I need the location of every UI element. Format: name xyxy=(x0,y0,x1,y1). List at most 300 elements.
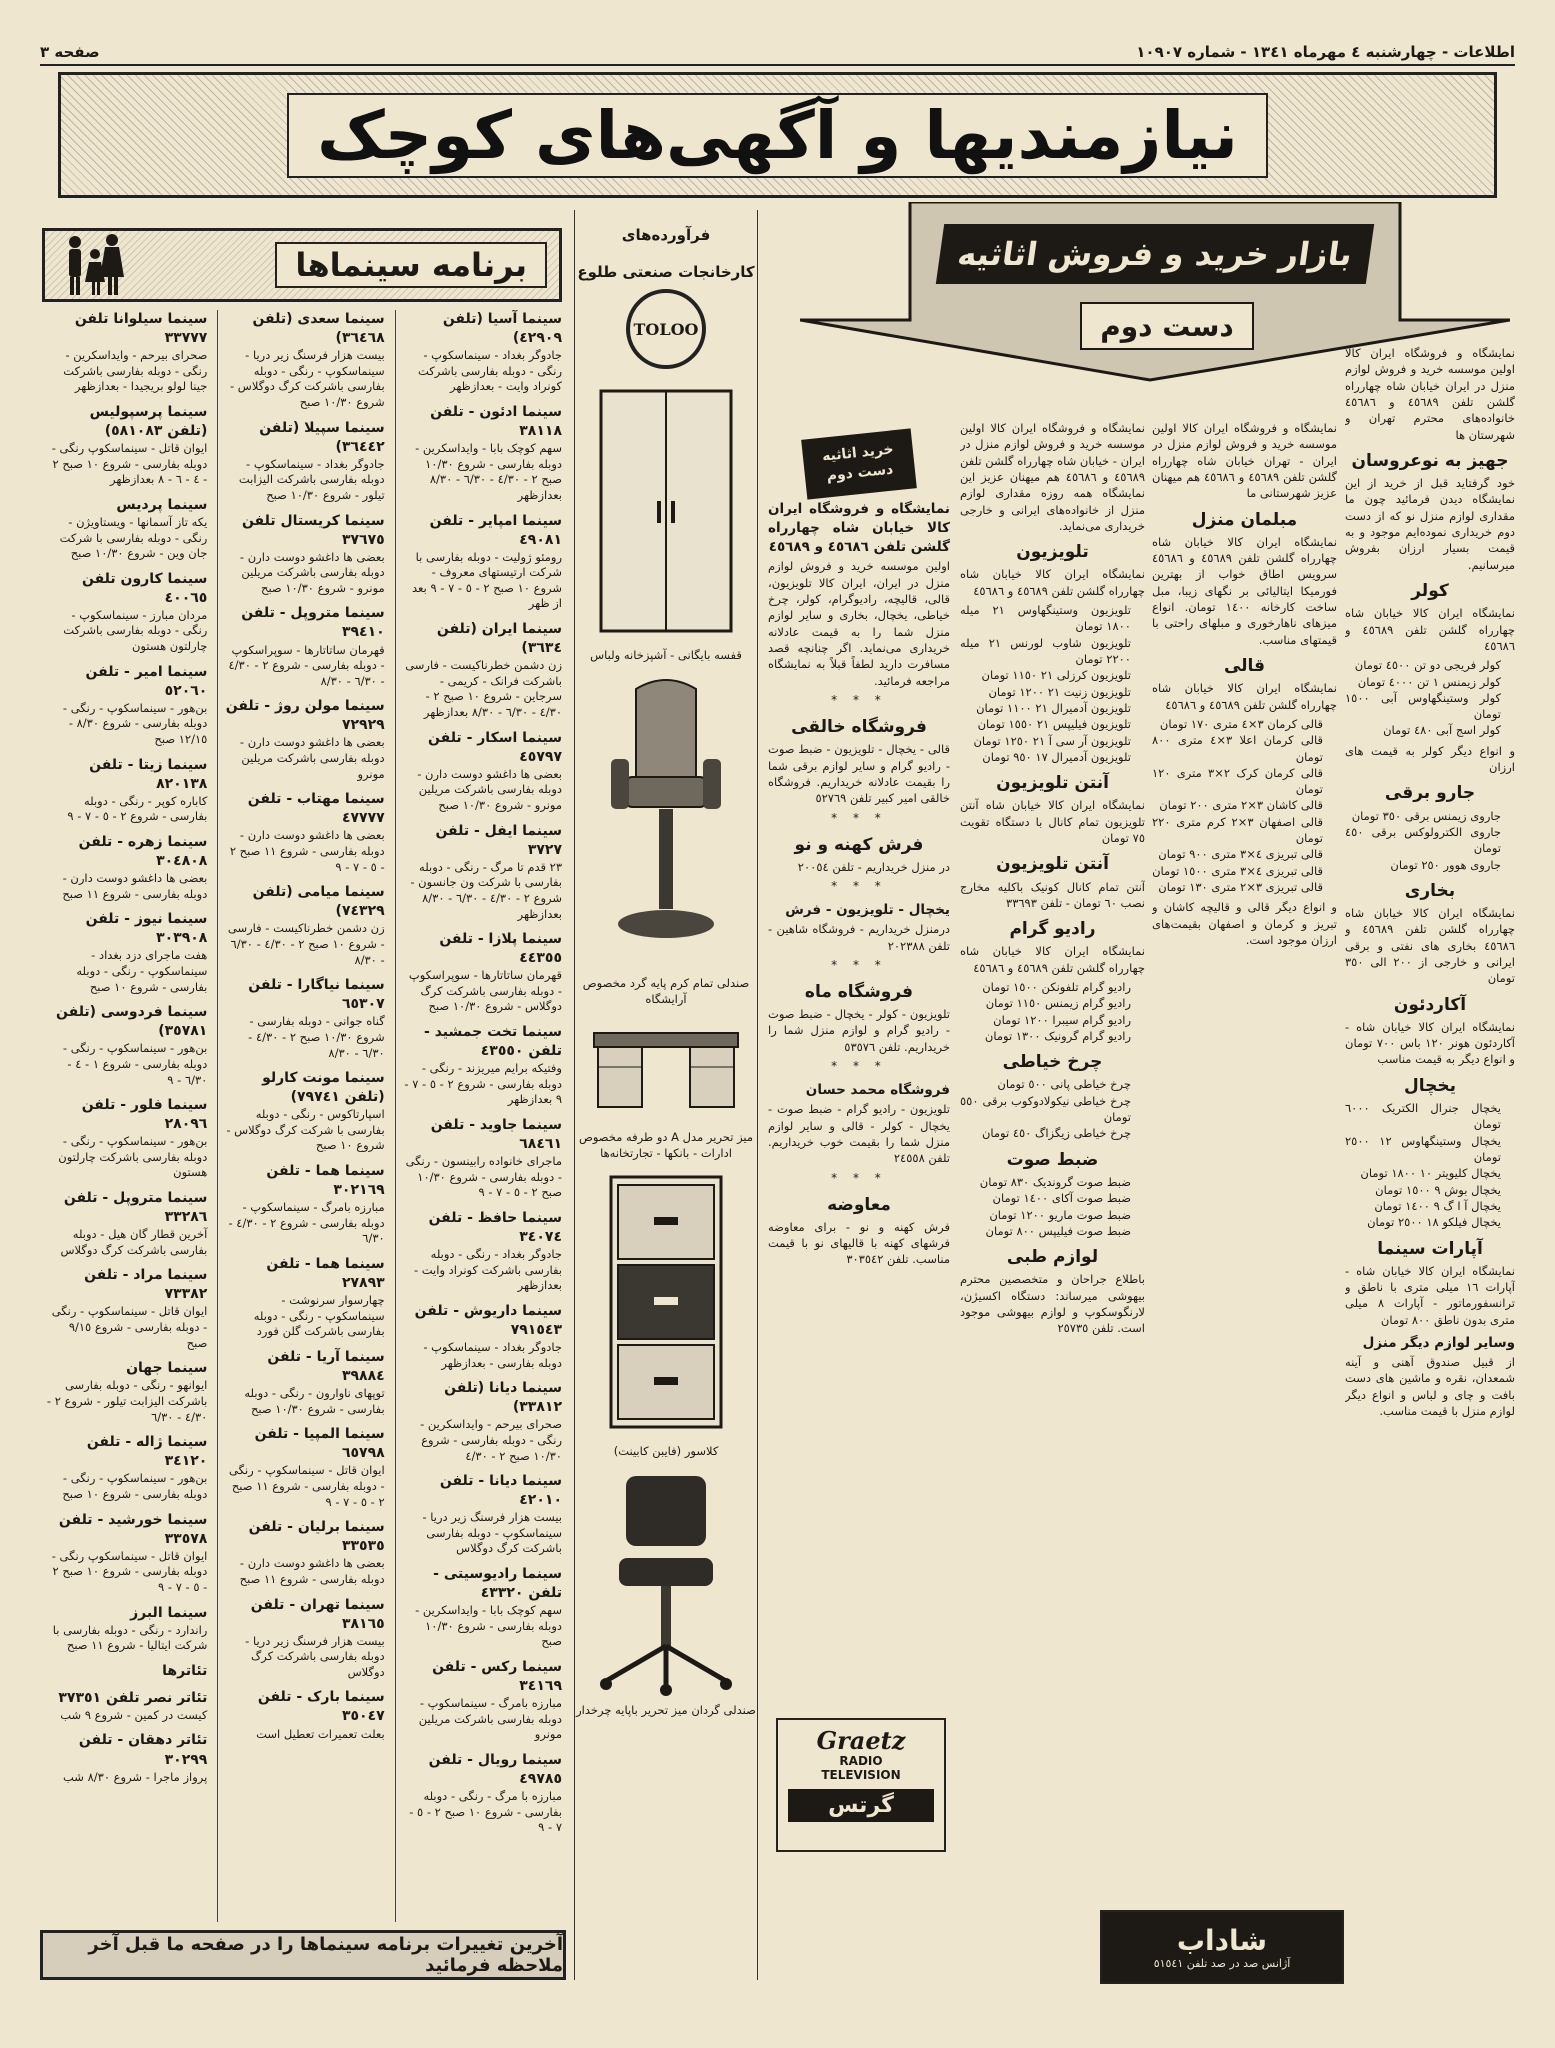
radiogram-heading: رادیو گرام xyxy=(1009,919,1096,940)
price-list-item: ضبط صوت ماریو ١٢٠٠ تومان xyxy=(989,1207,1131,1222)
price-list-item: قالی کرمان ٣×٤ متری ١٧٠ تومان xyxy=(1159,716,1323,731)
cinema-listing xyxy=(402,310,562,395)
price-list-item: چرخ خیاطی نیکولادوکوب برقی ٥٥٠ تومان xyxy=(960,1093,1131,1125)
cinema-name: سینما نیوز - تلفن ٣٠٣٩٠٨ xyxy=(85,911,208,947)
price-list-item: رادیو گرام زیمنس ١١٥٠ تومان xyxy=(985,996,1131,1011)
price-list-item: یخچال آ ا گ ٩ ١٤٠٠ تومان xyxy=(1374,1198,1501,1213)
cinema-program: مردان مبارز - سینماسکوپ - رنگی - دوبله بفارسی باشرکت چارلتون هستون xyxy=(63,607,208,654)
cinema-program: هفت ماجرای دزد بغداد - سینماسکوپ - رنگی - دوبله بفارسی - شروع ١٠ صبح xyxy=(76,948,208,994)
cinema-program: ٢٣ قدم تا مرگ - رنگی - دوبله بفارسی با شرکت ون جانسون - شروع ٢ - ٤/٣٠ - ٦/٣٠ - ٨/٣٠ بعدازظهر xyxy=(410,859,562,921)
used-goods-badge-line1: خرید اثاثیه xyxy=(821,441,895,465)
dowry-heading: جهیز به نوعروسان xyxy=(1351,450,1509,471)
cinema-name: سینما مولن روژ - تلفن ٧٢٩٢٩ xyxy=(225,698,385,734)
cinema-listing xyxy=(46,496,207,562)
office-chair-illustration xyxy=(591,1466,741,1696)
cinema-program: بن‌هور - سینماسکوپ - رنگی - دوبله بفارسی - شروع ١ - ٤ - ٦/٣٠ - ٩ xyxy=(62,1041,208,1087)
cinema-name: سینما اسکار - تلفن ٤٥٧٩٧ xyxy=(428,729,562,765)
cinema-listing xyxy=(224,604,384,689)
cinema-program: زن دشمن خطرناکیست - فارسی باشرکت فرانک - کریمی - سرجاین - شروع ١٠ صبح ٢ - ٤/٣٠ - ٦/٣٠ - ٨/٣٠ بعدازظهر xyxy=(405,658,562,719)
antenna-heading-2: آنتن تلویزیون xyxy=(996,854,1109,875)
desk-caption: میز تحریر مدل A دو طرفه مخصوص ادارات - بانکها - تجارتخانه‌ها xyxy=(578,1130,754,1161)
price-list-item: ضبط صوت آکای ١٤٠٠ تومان xyxy=(992,1191,1131,1206)
fridge-tv-heading: یخچال - تلویزیون - فرش xyxy=(785,902,950,919)
graetz-persian: گرتس xyxy=(788,1789,934,1822)
toloo-logo xyxy=(626,289,706,369)
cinema-name: سینما زیتا - تلفن ٨٢٠١٣٨ xyxy=(89,756,208,792)
cinema-program: بعضی ها داغشو دوست دارن - دوبله بفارسی - شروع ١١ صبح xyxy=(239,1556,385,1586)
price-list-item: کولر وستینگهاوس آبی ١٥٠٠ تومان xyxy=(1345,690,1501,722)
cinema-program: سهم کوچک بابا - وایداسکرین - دوبله بفارسی - شروع ١٠/٣٠ صبح ٢ - ٤/٣٠ - ٦/٣٠ - ٨/٣٠ بعدازظهر xyxy=(415,441,562,502)
cinema-name: سینما رادیوسیتی - تلفن ٤٣٣٢٠ xyxy=(433,1566,562,1602)
cinema-name: سینما ادئون - تلفن ٣٨١١٨ xyxy=(430,403,562,439)
cinema-name: سینما سعدی (تلفن ٣٦٤٦٨) xyxy=(252,311,385,347)
cinema-program: یکه تاز آسمانها - ویستاویژن - رنگی - دوبله بفارسی با شرکت جان وین - شروع ١٠/٣٠ صبح xyxy=(59,514,208,561)
cinema-program: وفتیکه برایم میریزند - رنگی - دوبله بفارسی - شروع ٢ - ٥ - ٧ - ٩ بعدازظهر xyxy=(404,1061,562,1107)
cinema-program: بعضی ها داغشو دوست دارن - دوبله بفارسی باشرکت مریلین مونرو - شروع ١٠/٣٠ صبح xyxy=(239,549,385,595)
price-list-item: چرخ خیاطی زیگزاگ ٤٥٠ تومان xyxy=(981,1126,1131,1141)
cinema-listing xyxy=(402,1565,562,1650)
cinema-program: رومئو ژولیت - دوبله بفارسی با شرکت ارتیستهای معروف - شروع ١٠ صبح ٢ - ٥ - ٧ - ٩ بعد از ظهر xyxy=(411,549,562,611)
cinema-listing xyxy=(402,1658,562,1743)
price-list-item: تلویزیون زنیت ٢١ ١٢٠٠ تومان xyxy=(988,684,1131,699)
cinema-name: تئاتر دهقان - تلفن ٣٠٢٩٩ xyxy=(78,1732,208,1768)
cinema-name: سینما هما - تلفن ٣٠٢١٦٩ xyxy=(266,1163,385,1199)
cinema-name: سینما مونت کارلو (تلفن ٧٩٧٤١) xyxy=(262,1070,385,1106)
cinema-listing xyxy=(402,1302,562,1371)
carpet-footer: و انواع دیگر قالی و قالیچه کاشان و تبریز و کرمان و اصفهان بقیمت‌های ارزان موجود است. xyxy=(1152,900,1337,948)
tape-recorder-list xyxy=(960,1174,1145,1239)
cinema-listing xyxy=(46,1433,207,1502)
furniture-intro: نمایشگاه و فروشگاه ایران کالا اولین موسسه خرید و فروش لوازم منزل در ایران - تهران خیابان شاه چهارراه گلشن تلفن ٤٥٦٨٩ و ٤٥٦٨٦ هم میهنان عزیز شهرستانی ما xyxy=(1152,421,1337,501)
cinema-listing xyxy=(46,1511,207,1596)
cinema-program: ایوان قاتل - سینماسکوپ رنگی - دوبله بفارسی - شروع ١٠ صبح ٢ - ٤ - ٦ - ٨ بعدازظهر xyxy=(51,441,208,487)
price-list-item: یخچال فیلکو ١٨ ٢٥٠٠ تومان xyxy=(1367,1215,1501,1230)
cinema-listing xyxy=(224,310,384,411)
cinema-program: بن‌هور - سینماسکوپ - رنگی - دوبله بفارسی - شروع ١٠ صبح xyxy=(62,1471,208,1501)
cinema-listing xyxy=(402,403,562,504)
other-items-heading: وسایر لوازم دیگر منزل xyxy=(1362,1334,1515,1351)
price-list-item: ضبط صوت فیلیپس ٨٠٠ تومان xyxy=(985,1223,1131,1238)
cinema-listing xyxy=(402,729,562,814)
cinema-name: سینما نیاگارا - تلفن ٦٥٣٠٧ xyxy=(248,977,385,1013)
cinema-name: سینما مراد - تلفن ٧٣٣٨٢ xyxy=(84,1267,208,1303)
separator: * * * xyxy=(831,879,887,894)
carpet-text: در منزل خریداریم - تلفن ٢٠٠٥٤ xyxy=(797,859,950,874)
cinema-listing xyxy=(46,570,207,655)
bazaar-title: بازار خرید و فروش اثاثیه xyxy=(936,224,1374,284)
cinema-name: سینما فردوسی (تلفن ٣٥٧٨١) xyxy=(56,1004,208,1040)
cinema-program: ایوانهو - رنگی - دوبله بفارسی باشرکت الیزابت تیلور - شروع ٢ - ٤/٣٠ - ٦/٣٠ xyxy=(46,1378,208,1424)
graetz-radio: RADIO xyxy=(839,1754,883,1768)
price-list-item: کولر اسج آبی ٤٨٠ تومان xyxy=(1383,723,1501,738)
cinema-name: سینما ایفل - تلفن ٣٧٢٧ xyxy=(435,822,562,858)
cinema-name: سینما امپایر - تلفن ٤٩٠٨١ xyxy=(429,512,562,548)
price-list-item: کولر زیمنس ١ تن ٤٠٠٠ تومان xyxy=(1357,674,1501,689)
separator: * * * xyxy=(831,1059,887,1074)
cinema-name: سینما آریا - تلفن ٣٩٨٨٤ xyxy=(267,1348,385,1384)
accordion-heading: آکاردئون xyxy=(1393,994,1467,1015)
cinema-program: مبارزه بامرگ - سینماسکوپ - دوبله بفارسی باشرکت مریلین مونرو xyxy=(418,1696,562,1742)
projector-heading: آپارات سینما xyxy=(1377,1238,1483,1259)
cinema-column-2 xyxy=(217,310,384,1922)
family-icon xyxy=(57,232,127,298)
cinema-listing xyxy=(402,930,562,1015)
price-list-item: تلویزیون آدمیرال ١٧ ٩٥٠ تومان xyxy=(982,750,1131,765)
cinema-name: تئاتر نصر تلفن ٣٧٣٥١ xyxy=(58,1689,208,1706)
cinema-program: ایوان قاتل - سینماسکوپ - رنگی - دوبله بفارسی - شروع ١١ صبح ٢ - ٥ - ٧ - ٩ xyxy=(229,1463,385,1509)
cinema-program: پرواز ماجرا - شروع ٨/٣٠ شب xyxy=(63,1769,208,1784)
graetz-ad xyxy=(776,1718,946,1852)
separator: * * * xyxy=(831,810,887,825)
cinema-listing xyxy=(46,756,207,825)
cinema-program: بعضی ها داغشو دوست دارن - دوبله بفارسی باشرکت مریلین مونرو - شروع ١٠/٣٠ صبح xyxy=(417,766,562,812)
price-list-item: تلویزیون شاوب لورنس ٢١ میله ٢٢٠٠ تومان xyxy=(960,635,1131,667)
office-chair-caption: صندلی گردان میز تحریر باپایه چرخدار xyxy=(576,1702,756,1717)
price-list-item: یخچال جنرال الکتریک ٦٠٠٠ تومان xyxy=(1345,1100,1501,1132)
toloo-heading-2: کارخانجات صنعتی طلوع xyxy=(577,262,755,281)
radiogram-price-list xyxy=(960,979,1145,1044)
cinema-program: صحرای بیرحم - وایداسکرین - رنگی - دوبله بفارسی باشرکت جینا لولو بریجیدا - بعدازظهر xyxy=(63,348,208,394)
cinema-program-title: برنامه سینماها xyxy=(275,242,547,288)
shadab-sub: آژانس صد در صد تلفن ٥١٥٤١ xyxy=(1153,1957,1291,1970)
cinema-name: سینما خورشید - تلفن ٣٣٥٧٨ xyxy=(58,1511,208,1547)
cinema-listing xyxy=(402,512,562,613)
price-list-item: رادیو گرام تلفونکن ١٥٠٠ تومان xyxy=(982,980,1131,995)
separator: * * * xyxy=(831,1170,887,1185)
vacuum-price-list xyxy=(1345,808,1515,873)
khaleghi-heading: فروشگاه خالقی xyxy=(791,717,927,738)
price-list-item: رادیو گرام گرونیک ١٣٠٠ تومان xyxy=(984,1029,1131,1044)
price-list-item: تلویزیون آر سی آ ٢١ ١٢٥٠ تومان xyxy=(973,733,1131,748)
cinema-listing xyxy=(224,1518,384,1587)
graetz-logo: Graetz xyxy=(816,1726,906,1755)
mah-store-text: تلویزیون - کولر - یخچال - ضبط صوت - رادیو گرام و لوازم منزل شما را خریداریم. تلفن ٥٣٥٧٦ xyxy=(768,1007,950,1054)
separator: * * * xyxy=(831,693,887,708)
khaleghi-text: قالی - یخچال - تلویزیون - ضبط صوت - رادیو گرام و سایر لوازم برقی شما را بقیمت عادلانه خریداریم. فروشگاه خالقی امیر کبیر تلفن ٥٢٧٦٩ xyxy=(768,742,950,806)
cinema-listing xyxy=(224,1069,384,1154)
cinema-name: سینما حافظ - تلفن ٣٤٠٧٤ xyxy=(428,1209,562,1245)
cinema-name: سینما میامی (تلفن ٧٤٣٢٩) xyxy=(252,884,385,920)
column-electronics xyxy=(960,420,1145,1980)
price-list-item: یخچال کلیویتر ١٠ ١٨٠٠ تومان xyxy=(1360,1166,1501,1181)
cinema-program: آخرین قطار گان هیل - دوبله بفارسی باشرکت کرگ دوگلاس xyxy=(60,1227,208,1257)
classifieds-banner xyxy=(58,72,1497,198)
heater-heading: بخاری xyxy=(1404,880,1456,901)
cinema-name: سینما المپیا - تلفن ٦٥٧٩٨ xyxy=(254,1426,385,1462)
tv-source: نمایشگاه ایران کالا خیابان شاه چهارراه گلشن تلفن ٤٥٦٨٩ و ٤٥٦٨٦ xyxy=(960,567,1145,598)
fridge-tv-text: درمنزل خریداریم - فروشگاه شاهین - تلفن ٢٠٢٣٨٨ xyxy=(768,922,950,953)
barber-chair-illustration xyxy=(591,669,741,969)
cinema-program: کیست در کمین - شروع ٩ شب xyxy=(60,1707,208,1722)
carpet-price-list xyxy=(1152,716,1337,896)
cinema-name: سینما هما - تلفن ٢٧٨٩٣ xyxy=(266,1256,385,1292)
cinema-program: بیست هزار فرسنگ زیر دریا - سینماسکوپ - رنگی - دوبله بفارسی باشرکت کرگ دوگلاس - شروع ١٠/٣٠ صبح xyxy=(229,348,385,409)
cinema-listing xyxy=(46,663,207,748)
cinema-name: سینما جاوید - تلفن ٦٨٤٦١ xyxy=(430,1117,562,1153)
price-list-item: قالی اصفهان ٣×٢ کرم متری ٢٢٠ تومان xyxy=(1152,814,1323,846)
masthead xyxy=(40,40,1515,66)
other-items-text: از قبیل صندوق آهنی و آینه شمعدان، نقره و ماشین های دست بافت و چای و لباس و انواع دیگر لوازم منزل با قیمت مناسب. xyxy=(1345,1355,1515,1419)
price-list-item: رادیو گرام سیبرا ١٢٠٠ تومان xyxy=(993,1012,1131,1027)
cinema-program: مبارزه با مرگ - رنگی - دوبله بفارسی - شروع ١٠ صبح ٢ - ٥ - ٧ - ٩ xyxy=(409,1789,562,1835)
price-list-item: تلویزیون آدمیرال ٢١ ١١٠٠ تومان xyxy=(976,701,1131,716)
cinema-program: بعضی ها داغشو دوست دارن - دوبله بفارسی - شروع ١١ صبح xyxy=(62,871,208,901)
tv-price-list xyxy=(960,602,1145,765)
cinema-program: ایوان قاتل - سینماسکوپ رنگی - دوبله بفارسی - شروع ١٠ صبح ٢ - ٥ - ٧ - ٩ xyxy=(51,1548,208,1594)
cinema-listing xyxy=(402,1023,562,1108)
used-goods-badge-line2: دست دوم xyxy=(825,461,895,485)
cinema-listing xyxy=(402,620,562,721)
cooler-source: نمایشگاه ایران کالا خیابان شاه چهارراه گلشن تلفن ٤٥٦٨٩ و ٤٥٦٨٦ xyxy=(1345,606,1515,653)
price-list-item: تلویزیون وستینگهاوس ٢١ میله ١٨٠٠ تومان xyxy=(960,603,1131,634)
cinema-name: سینما زهره - تلفن ٣٠٤٨٠٨ xyxy=(78,833,208,869)
price-list-item: تلویزیون کرزلی ٢١ ١١٥٠ تومان xyxy=(981,668,1131,683)
price-list-item: جاروی الکترولوکس برقی ٤٥٠ تومان xyxy=(1345,824,1501,856)
hassan-store-text: تلویزیون - رادیو گرام - ضبط صوت - یخچال - کولر - قالی و سایر لوازم منزل شما را بقیمت خوب خریداریم. تلفن ٢٤٥٥٨ xyxy=(768,1102,950,1166)
heater-text: نمایشگاه ایران کالا خیابان شاه چهارراه گلشن تلفن ٤٥٦٨٩ و ٤٥٦٨٦ بخاری های نفتی و برقی ایرانی و خارجی از ٢٠٠ الی ٣٥٠ تومان xyxy=(1345,906,1515,986)
cinema-program-header xyxy=(42,228,562,302)
cinema-name: سینما متروپل - تلفن ٣٣٢٨٦ xyxy=(63,1190,208,1226)
cinema-program: بیست هزار فرسنگ زیر دریا - دوبله بفارسی باشرکت کرگ دوگلاس xyxy=(245,1633,385,1679)
cinema-listing xyxy=(46,1189,207,1258)
cinema-program: جادوگر بغداد - سینماسکوپ - رنگی - دوبله بفارسی باشرکت کونراد وایت - بعدازظهر xyxy=(417,348,562,394)
cinema-program: بیست هزار فرسنگ زیر دریا - سینماسکوپ - دوبله بفارسی باشرکت کرگ دوگلاس xyxy=(422,1510,562,1556)
column-furniture xyxy=(1152,420,1337,1900)
dowry-text: خود گرفتاید قبل از خرید از این نمایشگاه دیدن فرمائید چون ما مقداری لوازم منزل نو که از دست دوم خریداری نموده‌ایم موجود و به قیمت بسیار ارزان بفروش میرسانیم. xyxy=(1345,476,1515,572)
wardrobe-caption: قفسه بایگانی - آشپزخانه ولباس xyxy=(590,648,742,662)
cinema-listing xyxy=(224,1425,384,1510)
cinema-program: جادوگر بغداد - سینماسکوپ - دوبله بفارسی - بعدازظهر xyxy=(423,1339,562,1370)
antenna-text-2: آنتن تمام کانال کونیک باکلیه مخارج نصب ٦٠ تومان - تلفن ٣٣٦٩٣ xyxy=(960,879,1145,910)
cinema-listing xyxy=(46,910,207,995)
bazaar-subtitle: دست دوم xyxy=(1080,302,1254,350)
cinema-listing xyxy=(224,419,384,504)
cinema-name: سینما مهتاب - تلفن ٤٧٧٧٧ xyxy=(247,791,385,827)
tv-heading: تلویزیون xyxy=(1016,542,1089,563)
cinema-listing xyxy=(224,697,384,782)
cinema-name: سینما داریوش - تلفن ٧٩١٥٤٣ xyxy=(414,1302,562,1338)
cinema-listing xyxy=(46,1662,207,1681)
price-list-item: قالی کرمان اعلا ٣×٤ متری ٨٠٠ تومان xyxy=(1152,733,1323,764)
furniture-text: نمایشگاه ایران کالا خیابان شاه چهارراه گلشن تلفن ٤٥٦٨٩ و ٤٥٦٨٦ سرویس اطاق خواب از بهترین فورمیکا ایتالیائی بر نگهای زیبا، مبل ساخت کارخانه ١٤٠٠ تومان. انواع میزهای ناهارخوری و مبلهای راحتی با قیمتهای مناسب. xyxy=(1152,534,1337,647)
fridge-heading: یخچال xyxy=(1403,1075,1457,1096)
cinema-program: قهرمان ساتاتارها - سوپراسکوپ - دوبله بفارسی - شروع ٢ - ٤/٣٠ - ٦/٣٠ - ٨/٣٠ xyxy=(228,642,385,688)
cinema-program: سهم کوچک بابا - وایداسکرین - دوبله بفارسی - شروع ١٠/٣٠ صبح xyxy=(415,1603,562,1649)
cinema-name: سینما ایران (تلفن ٣٦٣٤) xyxy=(436,621,562,657)
cinema-program: بعلت تعمیرات تعطیل است xyxy=(256,1726,385,1741)
cooler-price-list xyxy=(1345,657,1515,739)
cinema-listing xyxy=(224,790,384,875)
price-list-item: قالی کرمان کرک ٢×٣ متری ١٢٠ تومان xyxy=(1152,765,1323,797)
cinema-listing xyxy=(46,1266,207,1351)
cinema-name: سینما سیلوانا تلفن ٣٣٧٧٧ xyxy=(74,311,208,347)
price-list-item: قالی کاشان ٣×٢ متری ٢٠٠ تومان xyxy=(1159,798,1323,813)
medical-heading: لوازم طبی xyxy=(1006,1247,1099,1268)
cinema-program: ماجرای خانواده رابینسون - رنگی - دوبله بفارسی - شروع ١٠/٣٠ صبح ٢ - ٥ - ٧ - ٩ xyxy=(405,1154,562,1200)
price-list-item: قالی تبریزی ٤×٣ متری ٩٠٠ تومان xyxy=(1158,847,1323,862)
price-list-item: ضبط صوت گروندیک ٨٣٠ تومان xyxy=(979,1174,1131,1189)
cinema-listing xyxy=(402,1209,562,1294)
cinema-name: تئاترها xyxy=(162,1662,208,1679)
cinema-name: سینما پلازا - تلفن ٤٤٣٥٥ xyxy=(439,931,562,967)
toloo-logo-text: TOLOO xyxy=(633,319,699,339)
cinema-name: سینما کارون تلفن ٤٠٠٦٥ xyxy=(82,570,208,606)
shadab-ad xyxy=(1100,1910,1344,1984)
cinema-name: سینما امیر - تلفن ٥٢٠٦٠ xyxy=(85,663,208,699)
cinema-listing xyxy=(224,1596,384,1681)
cinema-program: بن‌هور - سینماسکوپ - رنگی - دوبله بفارسی باشرکت چارلتون هستون xyxy=(58,1134,208,1180)
wardrobe-illustration xyxy=(591,381,741,641)
cinema-listing xyxy=(402,1472,562,1557)
cinema-listing xyxy=(402,1116,562,1201)
cooler-footer: و انواع دیگر کولر به قیمت های ارزان xyxy=(1345,743,1515,775)
filing-cabinet-caption: کلاسور (فایبن کابینت) xyxy=(613,1444,719,1459)
sewing-machine-heading: چرخ خیاطی xyxy=(1002,1052,1103,1073)
price-list-item: جاروی هوور ٢٥٠ تومان xyxy=(1390,857,1501,872)
barber-chair-caption: صندلی تمام کرم پایه گرد مخصوص آرایشگاه xyxy=(582,976,750,1007)
toloo-heading-1: فرآورده‌های xyxy=(621,226,711,244)
hassan-store-heading: فروشگاه محمد حسان xyxy=(805,1082,950,1099)
cinema-name: سینما بارک - تلفن ٣٥٠٤٧ xyxy=(257,1689,385,1725)
cinema-name: سینما رکس - تلفن ٣٤١٦٩ xyxy=(432,1659,562,1695)
cinema-name: سینما جهان xyxy=(126,1360,208,1377)
cinema-program: گناه جوانی - دوبله بفارسی - شروع ١٠/٣٠ صبح ٢ - ٤/٣٠ - ٦/٣٠ - ٨/٣٠ xyxy=(248,1014,385,1060)
cinema-listing xyxy=(224,512,384,597)
projector-text: نمایشگاه ایران کالا خیابان شاه - آپارات ١٦ میلی متری با ناطق و ترانسفورماتور - آپارات ٨ میلی متری بدون ناطق ٨٠٠ تومان xyxy=(1345,1263,1515,1327)
cinema-listing xyxy=(46,1604,207,1654)
page-number: صفحه ٣ xyxy=(40,43,100,61)
column-buyers xyxy=(768,420,950,1710)
medical-text: باطلاع جراحان و متخصصین محترم بیهوشی میرساند: دستگاه اکسیژن، لارنگوسکوپ و لوازم بیهوشی موجود است. تلفن ٢٥٧٣٥ xyxy=(960,1272,1145,1336)
cinema-listing xyxy=(402,822,562,923)
mah-store-heading: فروشگاه ماه xyxy=(804,981,914,1002)
cinema-listing xyxy=(46,310,207,395)
accordion-text: نمایشگاه ایران کالا خیابان شاه - آکاردئون هونر ١٢٠ باس ٧٠٠ تومان و انواع دیگر به قیمت مناسب xyxy=(1345,1019,1515,1067)
sewing-machine-list xyxy=(960,1076,1145,1141)
electronics-intro: نمایشگاه و فروشگاه ایران کالا اولین موسسه خرید و فروش لوازم منزل در ایران - خیابان شاه چهارراه گلشن تلفن ٤٥٦٨٩ و ٤٥٦٨٦ هم میهنان عزیز این نمایشگاه همه روزه مقداری لوازم منزل از خانواده‌های ایرانی و خارجی خریداری می‌نماید. xyxy=(960,421,1145,533)
cinema-name: سینما سپیلا (تلفن ٣٦٤٤٢) xyxy=(259,419,385,455)
cinema-name: سینما پردیس xyxy=(116,496,208,513)
cinema-program: ایوان قاتل - سینماسکوپ - رنگی - دوبله بفارسی - شروع ٩/١٥ صبح xyxy=(51,1304,208,1350)
cinema-column-3 xyxy=(40,310,207,1922)
cinema-listing xyxy=(402,1379,562,1464)
cinema-name: سینما تهران - تلفن ٣٨١٦٥ xyxy=(250,1596,385,1632)
price-list-item: قالی تبریزی ٤×٣ متری ١٥٠٠ تومان xyxy=(1152,863,1323,878)
cinema-name: سینما متروپل - تلفن ٣٩٤١٠ xyxy=(241,605,385,641)
cinema-name: سینما البرز xyxy=(130,1604,208,1621)
cinema-listing xyxy=(46,1096,207,1181)
cinema-listing xyxy=(402,1751,562,1836)
vacuum-heading: جارو برقی xyxy=(1384,783,1476,804)
filing-cabinet-illustration xyxy=(596,1167,736,1437)
cinema-listing xyxy=(224,1162,384,1247)
banner-title: نیازمندیها و آگهی‌های کوچک xyxy=(287,93,1268,178)
carpet-heading-b: قالی xyxy=(1223,656,1266,677)
radiogram-source: نمایشگاه ایران کالا خیابان شاه چهارراه گلشن تلفن ٤٥٦٨٩ و ٤٥٦٨٦ xyxy=(960,944,1145,975)
exchange-heading: معاوضه xyxy=(827,1194,891,1215)
iran-kala-heading: نمایشگاه و فروشگاه ایران کالا خیابان شاه چهارراه گلشن تلفن ٤٥٦٨٦ و ٤٥٦٨٩ xyxy=(768,501,950,556)
antenna-text: نمایشگاه ایران کالا خیابان شاه آنتن تلویزیون تمام کانال با دستگاه تقویت ٧٥ تومان xyxy=(960,798,1145,846)
cinema-program: زن دشمن خطرناکیست - فارسی - شروع ١٠ صبح ٢ - ٤/٣٠ - ٦/٣٠ - ٨/٣٠ xyxy=(227,921,385,967)
iran-kala-text: اولین موسسه خرید و فروش لوازم منزل در ایران، ایران کالا تلویزیون، قالی، قالیچه، رادیوگرام، کولر، چرخ خیاطی، یخچال، بخاری و سایر لوازم منزل شما را به قیمت عادلانه خریداری می‌نماید. اگر چنانچه قصد مسافرت دارید لطفاً قبلاً به نمایشگاه مراجعه فرمائید. xyxy=(768,559,950,688)
cinema-listing xyxy=(224,976,384,1061)
cinema-listing xyxy=(224,1255,384,1340)
separator: * * * xyxy=(831,957,887,972)
cinema-program: توپهای ناوارون - رنگی - دوبله بفارسی - شروع ١٠/٣٠ صبح xyxy=(244,1386,385,1416)
tape-recorder-heading: ضبط صوت xyxy=(1006,1149,1099,1170)
cinema-program: چهارسوار سرنوشت - سینماسکوپ - رنگی - دوبله بفارسی باشرکت گلن فورد xyxy=(253,1293,385,1339)
cinema-listing xyxy=(46,403,207,488)
furniture-heading: مبلمان منزل xyxy=(1191,509,1298,530)
cinema-name: سینما دیانا - تلفن ٤٢٠١٠ xyxy=(439,1473,562,1509)
cinema-program: کاباره کوپر - رنگی - دوبله بفارسی - شروع ٢ - ٥ - ٧ - ٩ xyxy=(67,793,208,824)
cinema-program: اسپارتاکوس - رنگی - دوبله بفارسی با شرکت کرگ دوگلاس - شروع ١٠ صبح xyxy=(226,1107,385,1153)
cinema-name: سینما کریستال تلفن ٣٧٦٧٥ xyxy=(241,512,385,548)
masthead-issue: اطلاعات - چهارشنبه ٤ مهرماه ١٣٤١ - شماره ١٠٩٠٧ xyxy=(1136,43,1515,61)
cinema-program: بعضی ها داغشو دوست دارن - دوبله بفارسی باشرکت مریلین مونرو xyxy=(239,735,385,781)
cinema-name: سینما رویال - تلفن ٤٩٧٨٥ xyxy=(428,1751,562,1787)
cinema-program: قهرمان ساتاتارها - سوپراسکوپ - دوبله بفارسی باشرکت کرگ دوگلاس - شروع ١٠/٣٠ صبح xyxy=(408,968,562,1014)
cinema-name: سینما فلور - تلفن ٢٨٠٩٦ xyxy=(81,1097,208,1133)
cinema-name: سینما برلیان - تلفن ٣٣٥٣٥ xyxy=(248,1519,385,1555)
cinema-program: بعضی ها داغشو دوست دارن - دوبله بفارسی - شروع ١١ صبح ٢ - ٥ - ٧ - ٩ xyxy=(229,828,385,874)
cinema-program: جادوگر بغداد - سینماسکوپ - دوبله بفارسی باشرکت الیزابت تیلور - شروع ١٠/٣٠ صبح xyxy=(238,456,385,502)
price-list-item: یخچال بوش ٩ ١٥٠٠ تومان xyxy=(1375,1182,1501,1197)
carpet-source: نمایشگاه ایران کالا خیابان شاه چهارراه گلشن تلفن ٤٥٦٨٩ و ٤٥٦٨٦ xyxy=(1152,681,1337,712)
toloo-ad xyxy=(574,210,758,1980)
antenna-heading: آنتن تلویزیون xyxy=(996,773,1109,794)
price-list-item: تلویزیون فیلیپس ٢١ ١٥٥٠ تومان xyxy=(977,717,1131,732)
exchange-text: فرش کهنه و نو - برای معاوضه فرشهای کهنه با قالیهای نو با قیمت مناسب. تلفن ٣٠٣٥٤٢ xyxy=(768,1219,950,1267)
cinema-listing xyxy=(46,1689,207,1724)
cinema-program: بن‌هور - سینماسکوپ - رنگی - دوبله بفارسی - شروع ٨/٣٠ - ١٢/١٥ صبح xyxy=(62,700,208,747)
column-appliances xyxy=(1345,345,1515,2025)
cinema-program: جادوگر بغداد - رنگی - دوبله بفارسی باشرکت کونراد وایت - بعدازظهر xyxy=(413,1247,562,1293)
cinema-name: سینما پرسپولیس (تلفن ٥٨١٠٨٣) xyxy=(89,403,208,439)
price-list-item: جاروی زیمنس برقی ٣٥٠ تومان xyxy=(1351,808,1501,823)
cooler-heading: کولر xyxy=(1411,581,1449,602)
cinema-column-1 xyxy=(395,310,562,1922)
cinema-listing xyxy=(46,1003,207,1088)
cinema-program: راندارد - رنگی - دوبله بفارسی با شرکت ایتالیا - شروع ١١ صبح xyxy=(52,1622,208,1653)
cinema-listing xyxy=(224,883,384,968)
cinema-listing xyxy=(46,1731,207,1785)
cinema-listing xyxy=(46,1359,207,1425)
cinema-program: مبارزه بامرگ - سینماسکوپ - دوبله بفارسی - شروع ٢ - ٤/٣٠ - ٦/٣٠ xyxy=(228,1200,385,1246)
cinema-name: سینما ژاله - تلفن ٣٤١٢٠ xyxy=(86,1434,208,1470)
cinema-name: سینما آسیا (تلفن ٤٢٩٠٩) xyxy=(442,311,562,347)
cinema-listing xyxy=(224,1688,384,1742)
fridge-price-list xyxy=(1345,1100,1515,1231)
cinema-name: سینما تخت جمشید - تلفن ٤٣٥٥٠ xyxy=(424,1024,562,1060)
cinema-footer-notice: آخرین تغییرات برنامه سینماها را در صفحه ما قبل آخر ملاحظه فرمائید xyxy=(40,1930,566,1980)
cinema-program: صحرای بیرحم - وایداسکرین - رنگی - دوبله بفارسی - شروع ١٠/٣٠ صبح ٢ - ٤/٣٠ xyxy=(420,1417,562,1463)
used-goods-badge xyxy=(801,428,917,499)
price-list-item: قالی تبریزی ٣×٢ متری ١٣٠ تومان xyxy=(1158,880,1323,895)
appliances-intro: نمایشگاه و فروشگاه ایران کالا اولین موسسه خرید و فروش لوازم منزل در ایران خیابان شاه چهارراه گلشن تلفن ٤٥٦٨٩ و ٤٥٦٨٦ خانواده‌های محترم تهران و شهرستان ها xyxy=(1345,346,1515,442)
desk-illustration xyxy=(586,1013,746,1123)
shadab-name: شاداب xyxy=(1176,1924,1268,1957)
price-list-item: چرخ خیاطی پانی ٥٠٠ تومان xyxy=(997,1077,1131,1092)
cinema-name: سینما دیانا (تلفن ٣٣٨١٢) xyxy=(444,1380,562,1416)
price-list-item: کولر فریجی دو تن ٤٥٠٠ تومان xyxy=(1354,658,1501,673)
cinema-listings xyxy=(40,310,562,1922)
carpet-heading: فرش کهنه و نو xyxy=(794,834,924,855)
cinema-listing xyxy=(46,833,207,902)
price-list-item: یخچال وستینگهاوس ١٢ ٢٥٠٠ تومان xyxy=(1345,1133,1501,1164)
cinema-listing xyxy=(224,1348,384,1417)
graetz-television: TELEVISION xyxy=(821,1767,901,1782)
